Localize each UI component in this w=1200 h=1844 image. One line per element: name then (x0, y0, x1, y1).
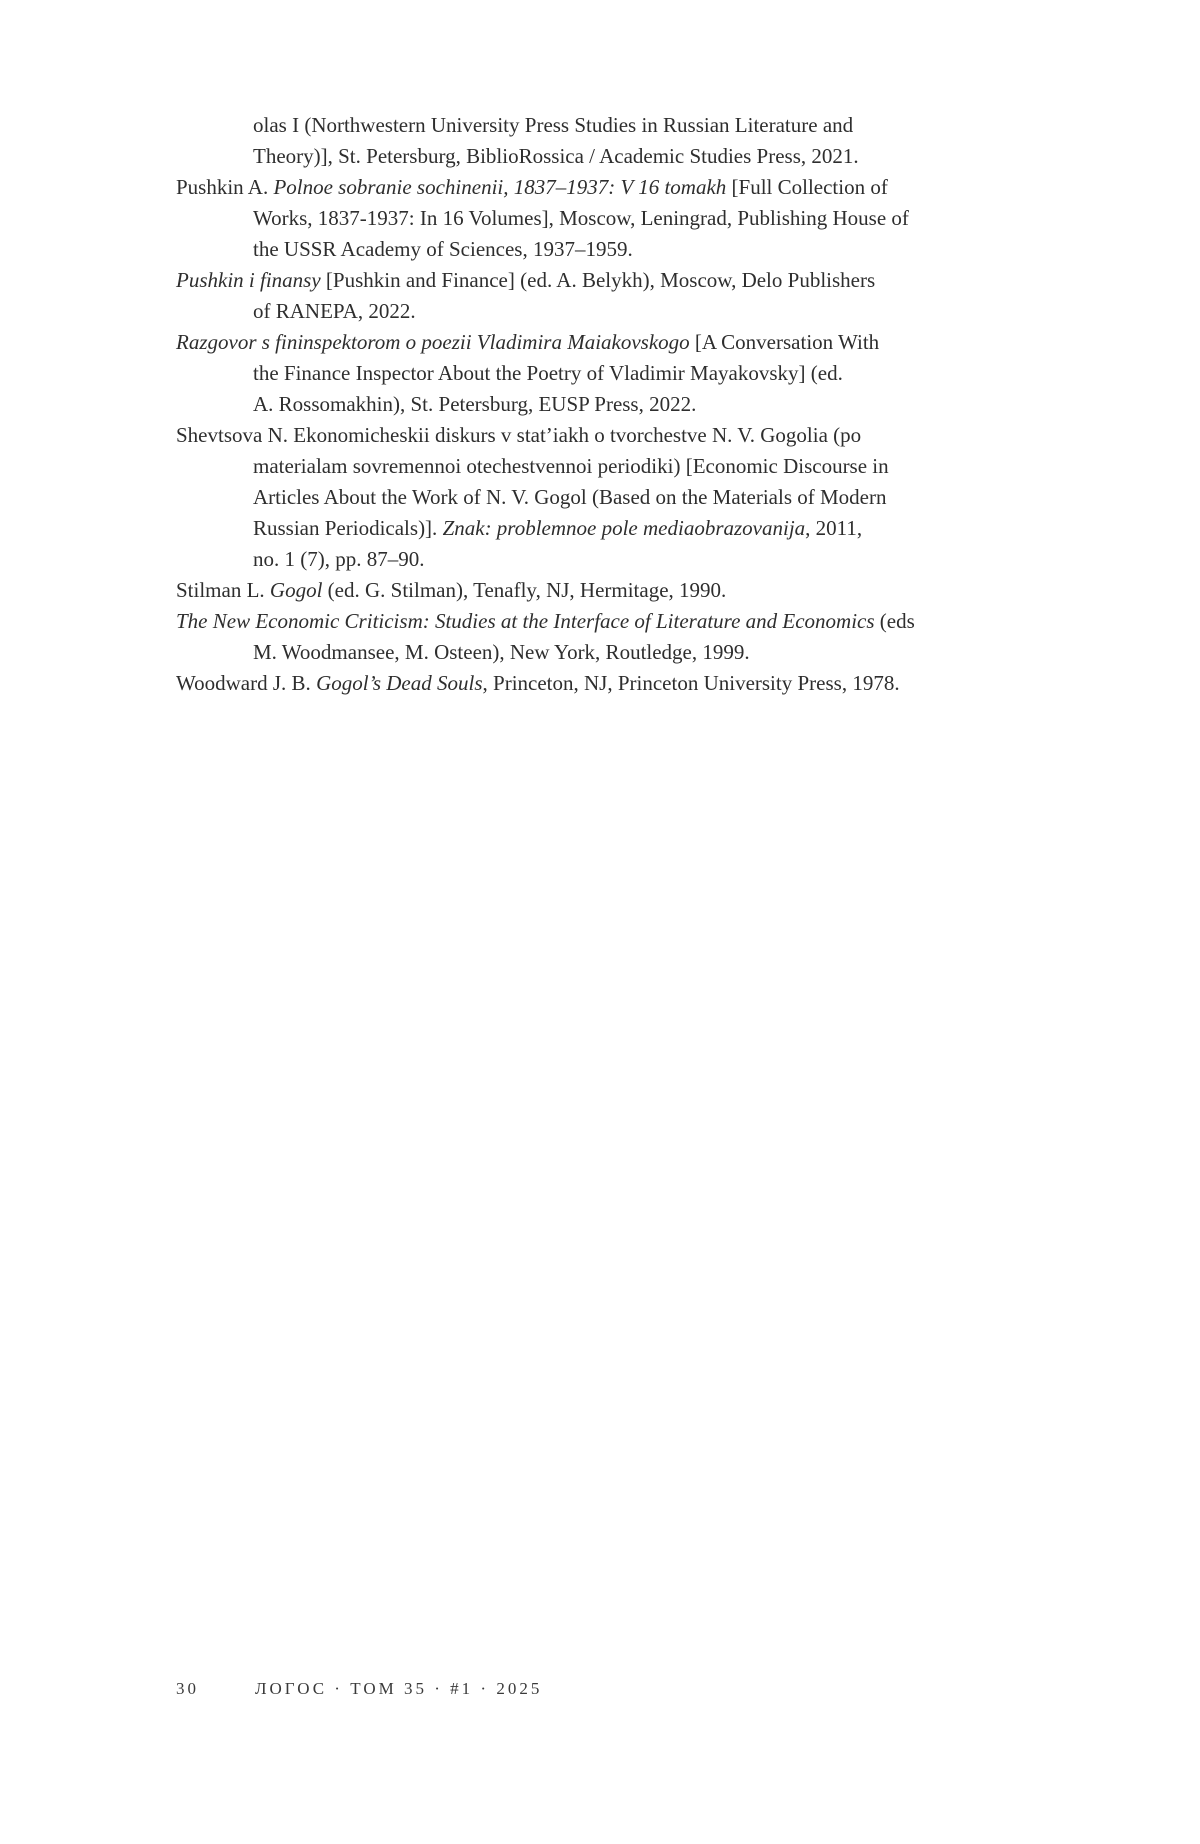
work-title: Gogol (269, 578, 323, 602)
reference-text: [A Conversation With (689, 330, 880, 354)
reference-line (176, 606, 1046, 637)
reference-line (176, 358, 1046, 389)
reference-text: , Princeton, NJ, Princeton University Press, 1978. (482, 671, 900, 695)
journal-volume-info: ЛОГОС · ТОМ 35 · #1 · 2025 (255, 1679, 543, 1698)
reference-entry (176, 110, 1046, 172)
reference-line (176, 482, 1046, 513)
reference-text: (ed. G. Stilman), Tenafly, NJ, Hermitage, 1990. (322, 578, 727, 602)
reference-text: [Full Collection of (726, 175, 888, 199)
bibliography (176, 110, 1046, 699)
reference-line (176, 327, 1046, 358)
reference-line (176, 420, 1046, 451)
reference-text: Stilman L. (176, 578, 270, 602)
reference-text: A. Rossomakhin), St. Petersburg, EUSP Press, 2022. (253, 392, 697, 416)
work-title: Razgovor s fininspektorom o poezii Vladimira Maiakovskogo (176, 330, 690, 354)
page-number: 30 (176, 1679, 199, 1698)
reference-text: no. 1 (7), pp. 87–90. (253, 547, 425, 571)
work-title: Pushkin i finansy (176, 268, 321, 292)
reference-entry (176, 327, 1046, 420)
reference-text: Russian Periodicals)]. (253, 516, 443, 540)
reference-text: Woodward J. B. (176, 671, 317, 695)
reference-line (176, 513, 1046, 544)
work-title: The New Economic Criticism: Studies at the Interface of Literature and Economics (176, 609, 875, 633)
footer (176, 1678, 542, 1700)
reference-text: of RANEPA, 2022. (253, 299, 416, 323)
reference-entry (176, 172, 1046, 265)
work-title: Polnoe sobranie sochinenii, 1837–1937: V 16 tomakh (273, 175, 727, 199)
work-title: Znak: problemnoe pole mediaobrazovanija (442, 516, 806, 540)
reference-text: Shevtsova N. Ekonomicheskii diskurs v stat’iakh o tvorchestve N. V. Gogolia (po (176, 423, 862, 447)
reference-line (176, 544, 1046, 575)
reference-text: [Pushkin and Finance] (ed. A. Belykh), Moscow, Delo Publishers (320, 268, 876, 292)
reference-entry (176, 575, 1046, 606)
reference-line (176, 141, 1046, 172)
reference-text: Theory)], St. Petersburg, BiblioRossica / Academic Studies Press, 2021. (253, 144, 859, 168)
reference-line (176, 234, 1046, 265)
reference-entry (176, 668, 1046, 699)
reference-line (176, 575, 1046, 606)
reference-line (176, 203, 1046, 234)
reference-line (176, 668, 1046, 699)
reference-text: the Finance Inspector About the Poetry of Vladimir Mayakovsky] (ed. (253, 361, 843, 385)
reference-line (176, 296, 1046, 327)
reference-entry (176, 420, 1046, 575)
reference-text: Articles About the Work of N. V. Gogol (Based on the Materials of Modern (253, 485, 887, 509)
reference-text: , 2011, (805, 516, 863, 540)
reference-text: M. Woodmansee, M. Osteen), New York, Routledge, 1999. (253, 640, 750, 664)
work-title: Gogol’s Dead Souls (316, 671, 483, 695)
reference-line (176, 110, 1046, 141)
reference-entry (176, 265, 1046, 327)
reference-line (176, 172, 1046, 203)
reference-line (176, 265, 1046, 296)
reference-text: Works, 1837-1937: In 16 Volumes], Moscow, Leningrad, Publishing House of (253, 206, 909, 230)
reference-text: (eds (874, 609, 915, 633)
reference-entry (176, 606, 1046, 668)
reference-text: materialam sovremennoi otechestvennoi periodiki) [Economic Discourse in (253, 454, 889, 478)
reference-line (176, 637, 1046, 668)
reference-text: the USSR Academy of Sciences, 1937–1959. (253, 237, 633, 261)
reference-line (176, 451, 1046, 482)
reference-line (176, 389, 1046, 420)
reference-text: Pushkin A. (176, 175, 274, 199)
reference-text: olas I (Northwestern University Press Studies in Russian Literature and (253, 113, 854, 137)
